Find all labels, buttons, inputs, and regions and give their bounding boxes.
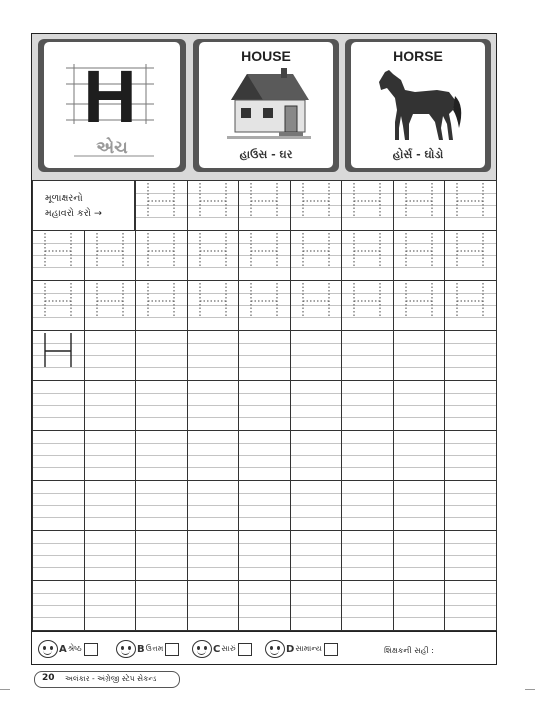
- grade-b[interactable]: B ઉત્તમ: [116, 640, 179, 658]
- grade-a[interactable]: A શ્રેષ્ઠ: [38, 640, 98, 658]
- practice-cell[interactable]: [393, 280, 446, 331]
- practice-cell[interactable]: [393, 480, 446, 531]
- practice-cell[interactable]: [187, 430, 240, 481]
- practice-cell[interactable]: [135, 280, 188, 331]
- dotted-letter-trace: [188, 231, 238, 279]
- practice-cell[interactable]: [341, 380, 394, 431]
- practice-cell[interactable]: [84, 430, 137, 481]
- practice-cell[interactable]: [341, 480, 394, 531]
- practice-cell[interactable]: [187, 380, 240, 431]
- practice-cell[interactable]: [238, 280, 291, 331]
- dotted-letter-trace: [394, 281, 444, 329]
- dotted-letter-trace: [239, 231, 289, 279]
- practice-cell[interactable]: [135, 380, 188, 431]
- practice-cell[interactable]: [84, 380, 137, 431]
- practice-cell[interactable]: [393, 430, 446, 481]
- practice-cell[interactable]: [187, 330, 240, 381]
- practice-cell[interactable]: [238, 380, 291, 431]
- practice-cell[interactable]: [341, 230, 394, 281]
- grade-c[interactable]: C સારું: [192, 640, 252, 658]
- practice-cell[interactable]: [187, 280, 240, 331]
- practice-cell[interactable]: [32, 430, 85, 481]
- dotted-letter-trace: [136, 281, 186, 329]
- practice-cell[interactable]: [32, 580, 85, 631]
- dotted-letter-trace: [291, 231, 341, 279]
- horse-title: HORSE: [393, 48, 443, 64]
- practice-cell[interactable]: [444, 230, 497, 281]
- practice-cell[interactable]: [290, 380, 343, 431]
- practice-cell[interactable]: [238, 580, 291, 631]
- practice-cell[interactable]: [341, 580, 394, 631]
- dotted-letter-trace: [445, 231, 495, 279]
- practice-cell[interactable]: [187, 480, 240, 531]
- practice-cell[interactable]: [32, 280, 85, 331]
- page-number: 20: [42, 673, 55, 683]
- solid-letter-sample: [33, 331, 83, 379]
- practice-cell[interactable]: [444, 480, 497, 531]
- smiley-icon: [265, 640, 285, 658]
- house-picture: [223, 66, 313, 140]
- practice-cell[interactable]: [84, 480, 137, 531]
- practice-cell[interactable]: [341, 430, 394, 481]
- practice-cell[interactable]: [135, 480, 188, 531]
- practice-cell[interactable]: [32, 530, 85, 581]
- practice-cell[interactable]: [290, 580, 343, 631]
- practice-cell[interactable]: [444, 580, 497, 631]
- practice-cell[interactable]: [393, 580, 446, 631]
- practice-cell[interactable]: [84, 280, 137, 331]
- practice-cell[interactable]: [32, 380, 85, 431]
- letter-card: [38, 39, 186, 172]
- practice-cell[interactable]: [238, 230, 291, 281]
- practice-cell[interactable]: [238, 530, 291, 581]
- practice-cell[interactable]: [393, 380, 446, 431]
- dotted-letter-trace: [85, 231, 135, 279]
- dotted-letter-trace: [291, 181, 341, 229]
- grade-checkbox[interactable]: [238, 643, 252, 656]
- practice-cell[interactable]: [187, 230, 240, 281]
- practice-cell[interactable]: [444, 280, 497, 331]
- practice-cell[interactable]: [444, 380, 497, 431]
- practice-cell[interactable]: [84, 230, 137, 281]
- dotted-letter-trace: [33, 231, 83, 279]
- practice-cell[interactable]: [341, 180, 394, 231]
- practice-cell[interactable]: [393, 180, 446, 231]
- dotted-letter-trace: [188, 181, 238, 229]
- house-caption: હાઉસ - ઘર: [239, 148, 293, 161]
- dotted-letter-trace: [342, 281, 392, 329]
- grade-checkbox[interactable]: [324, 643, 338, 656]
- practice-cell[interactable]: [238, 430, 291, 481]
- practice-cell[interactable]: [238, 180, 291, 231]
- instruction-line-2: મહાવરો કરો →: [45, 208, 102, 219]
- dotted-letter-trace: [445, 281, 495, 329]
- dotted-letter-trace: [239, 281, 289, 329]
- dotted-letter-trace: [136, 181, 186, 229]
- dotted-letter-trace: [342, 181, 392, 229]
- smiley-icon: [192, 640, 212, 658]
- smiley-icon: [116, 640, 136, 658]
- practice-cell[interactable]: [187, 530, 240, 581]
- house-title: HOUSE: [241, 48, 291, 64]
- practice-cell[interactable]: [444, 430, 497, 481]
- instruction-box: [32, 180, 135, 231]
- practice-cell[interactable]: [187, 580, 240, 631]
- dotted-letter-trace: [394, 181, 444, 229]
- practice-cell[interactable]: [238, 480, 291, 531]
- grade-checkbox[interactable]: [84, 643, 98, 656]
- big-letter: H: [83, 55, 137, 138]
- letter-gujarati-name: એચ: [96, 138, 128, 158]
- dotted-letter-trace: [188, 281, 238, 329]
- header-band: [32, 34, 496, 181]
- practice-cell[interactable]: [135, 580, 188, 631]
- practice-cell[interactable]: [135, 330, 188, 381]
- horse-card: [345, 39, 491, 172]
- practice-cell[interactable]: [32, 480, 85, 531]
- grade-d[interactable]: D સામાન્ય: [265, 640, 338, 658]
- practice-cell[interactable]: [32, 330, 85, 381]
- page-footer: [34, 671, 180, 688]
- grade-checkbox[interactable]: [165, 643, 179, 656]
- dotted-letter-trace: [239, 181, 289, 229]
- horse-caption: હોર્સ - ઘોડો: [392, 148, 444, 161]
- teacher-signature-label: શિક્ષકની સહી :: [384, 646, 434, 655]
- practice-cell[interactable]: [84, 580, 137, 631]
- dotted-letter-trace: [291, 281, 341, 329]
- dotted-letter-trace: [33, 281, 83, 329]
- practice-cell[interactable]: [341, 280, 394, 331]
- practice-cell[interactable]: [290, 430, 343, 481]
- practice-cell[interactable]: [187, 180, 240, 231]
- practice-cell[interactable]: [393, 530, 446, 581]
- practice-cell[interactable]: [290, 280, 343, 331]
- practice-cell[interactable]: [135, 230, 188, 281]
- dotted-letter-trace: [445, 181, 495, 229]
- practice-cell[interactable]: [393, 230, 446, 281]
- practice-cell[interactable]: [32, 230, 85, 281]
- practice-cell[interactable]: [290, 480, 343, 531]
- practice-cell[interactable]: [393, 330, 446, 381]
- practice-cell[interactable]: [135, 430, 188, 481]
- practice-cell[interactable]: [135, 530, 188, 581]
- practice-cell[interactable]: [290, 230, 343, 281]
- dotted-letter-trace: [342, 231, 392, 279]
- practice-cell[interactable]: [135, 180, 188, 231]
- instruction-line-1: મૂળાક્ષરનો: [45, 193, 83, 204]
- practice-cell[interactable]: [444, 530, 497, 581]
- crop-mark: [525, 689, 535, 690]
- practice-cell[interactable]: [238, 330, 291, 381]
- horse-picture: [371, 66, 467, 146]
- practice-cell[interactable]: [290, 330, 343, 381]
- practice-cell[interactable]: [290, 530, 343, 581]
- practice-cell[interactable]: [290, 180, 343, 231]
- practice-cell[interactable]: [341, 530, 394, 581]
- practice-cell[interactable]: [84, 530, 137, 581]
- book-title: અલંકાર - અંગ્રેજી સ્ટેપ સેકન્ડ: [65, 674, 157, 683]
- dotted-letter-trace: [394, 231, 444, 279]
- smiley-icon: [38, 640, 58, 658]
- house-card: [193, 39, 339, 172]
- grade-bar: [32, 631, 496, 665]
- dotted-letter-trace: [136, 231, 186, 279]
- dotted-letter-trace: [85, 281, 135, 329]
- worksheet-frame: [31, 33, 497, 665]
- practice-cell[interactable]: [341, 330, 394, 381]
- crop-mark: [0, 689, 10, 690]
- practice-cell[interactable]: [444, 180, 497, 231]
- practice-cell[interactable]: [84, 330, 137, 381]
- practice-cell[interactable]: [444, 330, 497, 381]
